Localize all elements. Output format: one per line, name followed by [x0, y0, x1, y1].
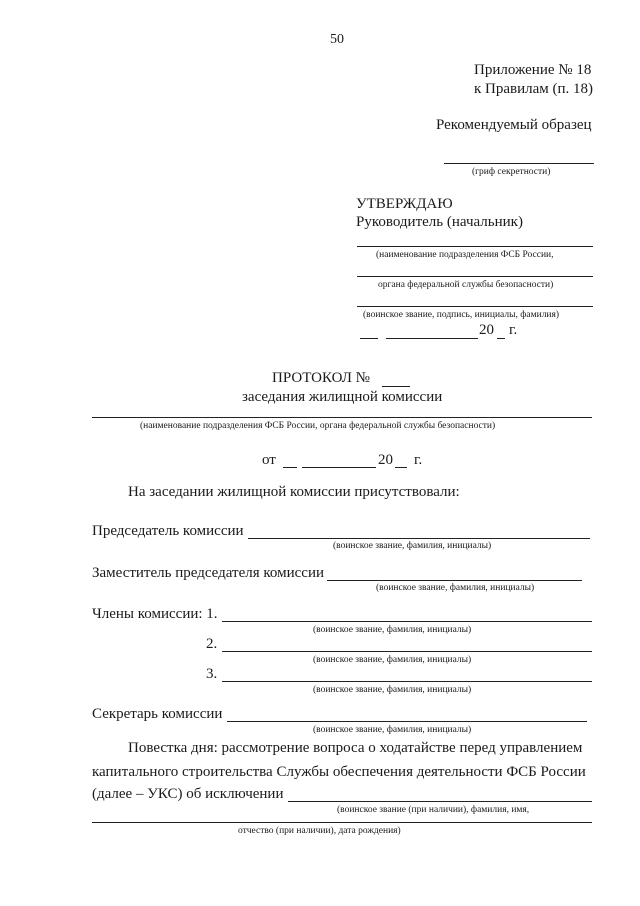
- approve-month-line: [386, 338, 478, 339]
- agenda-line-3: (далее – УКС) об исключении: [92, 786, 284, 802]
- sample-label: Рекомендуемый образец: [436, 117, 592, 133]
- secrecy-caption: (гриф секретности): [472, 167, 551, 177]
- protocol-org-caption: (наименование подразделения ФСБ России, органа федеральной службы безопасности): [140, 421, 496, 431]
- member-3-caption: (воинское звание, фамилия, инициалы): [313, 685, 472, 695]
- secrecy-line: [444, 163, 594, 164]
- approve-title: УТВЕРЖДАЮ: [356, 196, 453, 212]
- approve-caption-1: (наименование подразделения ФСБ России,: [376, 250, 554, 260]
- protocol-month-line: [302, 467, 376, 468]
- protocol-year-suffix: г.: [414, 452, 423, 468]
- member-2-line: [222, 651, 592, 652]
- member-2-number: 2.: [206, 636, 218, 652]
- protocol-year: 20: [378, 452, 393, 468]
- appendix-rules-ref: к Правилам (п. 18): [474, 81, 594, 97]
- members-label: Члены комиссии: 1.: [92, 606, 218, 622]
- member-3-line: [222, 681, 592, 682]
- agenda-line-1: Повестка дня: рассмотрение вопроса о ходатайстве перед управлением: [128, 740, 583, 756]
- approve-day-line: [360, 338, 378, 339]
- member-1-caption: (воинское звание, фамилия, инициалы): [313, 625, 472, 635]
- approve-line-1: [357, 246, 593, 247]
- secretary-caption: (воинское звание, фамилия, инициалы): [313, 725, 472, 735]
- deputy-line: [327, 580, 582, 581]
- agenda-line-2: капитального строительства Службы обеспечения деятельности ФСБ России: [92, 764, 586, 780]
- protocol-date-prefix: от: [262, 452, 276, 468]
- page-number: 50: [330, 32, 344, 47]
- present-heading: На заседании жилищной комиссии присутствовали:: [128, 484, 460, 500]
- agenda-name-line: [92, 822, 592, 823]
- secretary-line: [227, 721, 587, 722]
- deputy-label: Заместитель председателя комиссии: [92, 565, 325, 581]
- approve-year: 20: [479, 322, 494, 338]
- approve-role: Руководитель (начальник): [356, 214, 523, 230]
- agenda-caption-2: отчество (при наличии), дата рождения): [238, 826, 401, 836]
- protocol-year-line: [395, 467, 407, 468]
- protocol-org-line: [92, 417, 592, 418]
- member-2-caption: (воинское звание, фамилия, инициалы): [313, 655, 472, 665]
- secretary-label: Секретарь комиссии: [92, 706, 223, 722]
- approve-caption-3: (воинское звание, подпись, инициалы, фамилия): [363, 310, 560, 320]
- appendix-number: Приложение № 18: [474, 62, 592, 78]
- approve-line-2: [357, 276, 593, 277]
- member-3-number: 3.: [206, 666, 218, 682]
- protocol-subtitle: заседания жилищной комиссии: [242, 389, 443, 405]
- member-1-line: [222, 621, 592, 622]
- agenda-caption-1: (воинское звание (при наличии), фамилия, имя,: [337, 805, 530, 815]
- deputy-caption: (воинское звание, фамилия, инициалы): [376, 583, 535, 593]
- chair-label: Председатель комиссии: [92, 523, 244, 539]
- approve-year-suffix: г.: [509, 322, 518, 338]
- approve-year-line: [497, 338, 505, 339]
- agenda-exclusion-line: [288, 801, 592, 802]
- protocol-day-line: [283, 467, 297, 468]
- chair-caption: (воинское звание, фамилия, инициалы): [333, 541, 492, 551]
- approve-caption-2: органа федеральной службы безопасности): [378, 280, 554, 290]
- approve-line-3: [357, 306, 593, 307]
- chair-line: [248, 538, 590, 539]
- protocol-title: ПРОТОКОЛ №: [272, 370, 370, 386]
- protocol-number-line: [382, 386, 410, 387]
